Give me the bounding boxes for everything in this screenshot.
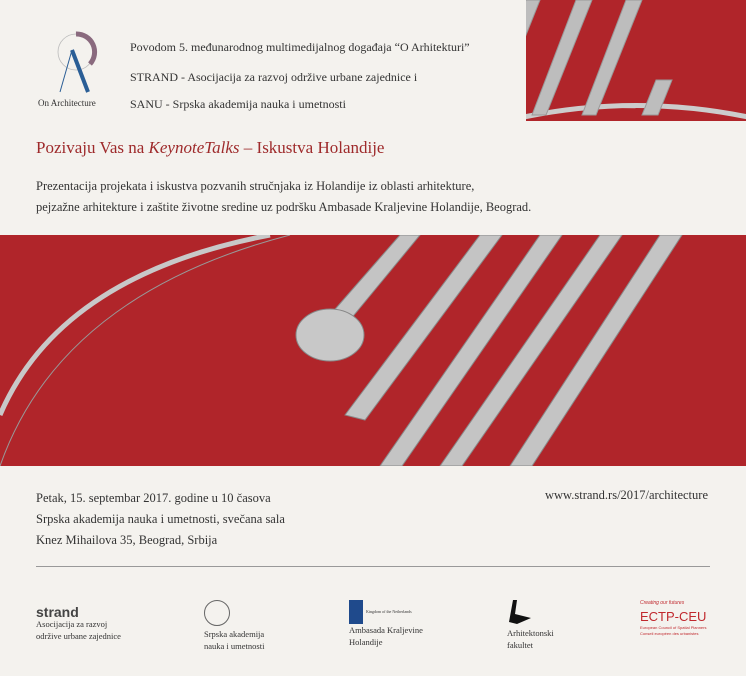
partner-sanu: Srpska akademija nauka i umetnosti (204, 600, 264, 652)
header-line: Povodom 5. međunarodnog multimedijalnog događaja “O Arhitekturi” (130, 40, 470, 54)
top-right-image (526, 0, 746, 121)
logo-caption: On Architecture (38, 98, 96, 108)
page-title: Pozivaju Vas na KeynoteTalks – Iskustva Holandije (36, 138, 385, 157)
sanu-crest-icon (204, 600, 230, 626)
partner-strand: strand Asocijacija za razvoj održive urbane zajednice (36, 604, 121, 641)
hero-image (0, 235, 746, 466)
on-architecture-logo (40, 28, 120, 112)
event-url-link[interactable]: www.strand.rs/2017/architecture (544, 488, 708, 502)
event-details: Petak, 15. septembar 2017. godine u 10 časova Srpska akademija nauka i umetnosti, svečana sala Knez Mihailova 35, Beograd, Srbija (36, 491, 285, 547)
partner-arhitektonski-fakultet: Arhitektonski fakultet (507, 600, 554, 651)
intro-text: Prezentacija projekata i iskustva pozvanih stručnjaka iz Holandije iz oblasti arhitekture, pejzažne arhitekture i zaštite životne sredine uz podršku Ambasade Kraljevine Holandije, Beograd. (36, 179, 532, 214)
netherlands-crest-icon (349, 600, 363, 624)
header-line: STRAND - Asocijacija za razvoj održive urbane zajednice i (130, 70, 418, 84)
partner-netherlands-embassy: Kingdom of the Netherlands Ambasada Kraljevine Holandije (349, 600, 423, 648)
header-line: SANU - Srpska akademija nauka i umetnosti (130, 97, 346, 111)
divider (36, 566, 710, 567)
logo-mark-icon (40, 28, 120, 100)
partner-ectp-ceu: Creating our futures ECTP-CEU European Council of Spatial Planners Conseil européen des urbanistes (640, 600, 707, 636)
faculty-logo-icon (507, 600, 533, 624)
